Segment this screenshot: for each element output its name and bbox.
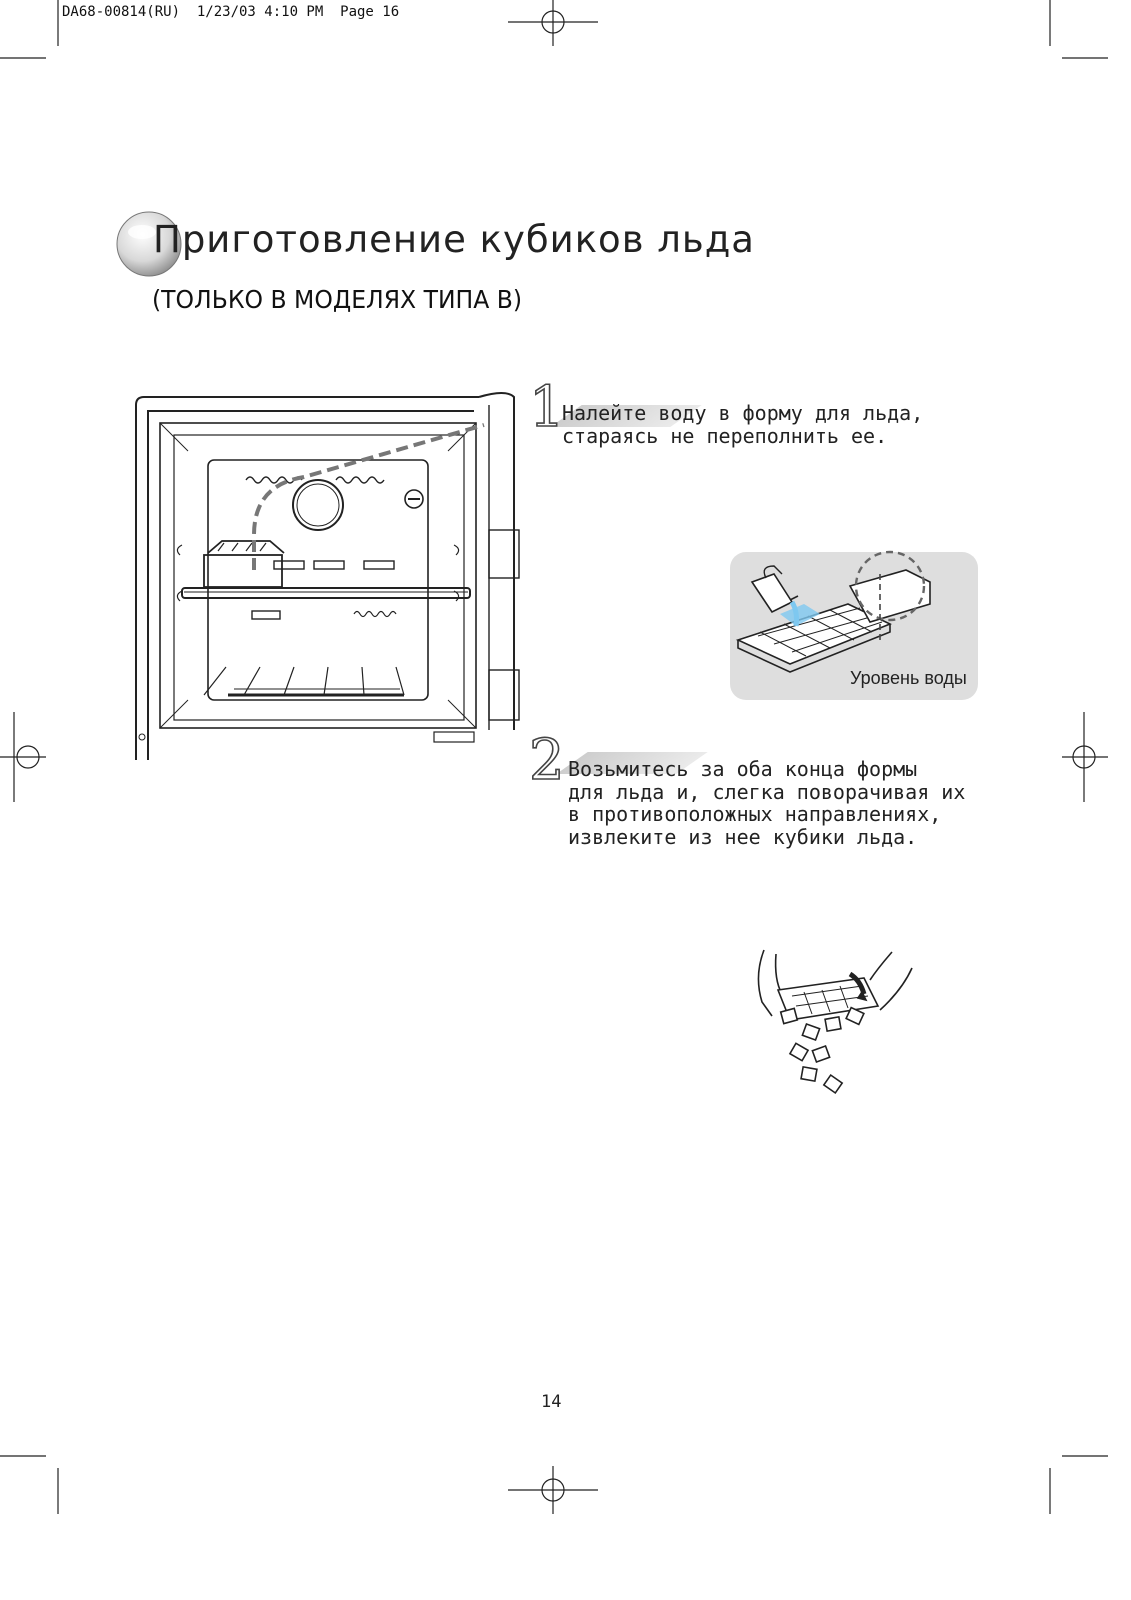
twisting-ice-tray-illustration — [752, 950, 912, 1110]
page-subtitle: (ТОЛЬКО В МОДЕЛЯХ ТИПА В) — [152, 285, 523, 314]
step-2-text: Возьмитесь за оба конца формы для льда и, слегка поворачивая их в противоположных направлениях, извлеките из нее кубики льда. — [568, 757, 966, 849]
water-level-label: Уровень воды — [850, 668, 967, 688]
page-number: 14 — [541, 1392, 562, 1412]
step-1-number: 1 — [529, 375, 565, 440]
print-slug: DA68-00814(RU) 1/23/03 4:10 PM Page 16 — [62, 4, 400, 20]
step-2-number: 2 — [529, 728, 565, 793]
step-1-text: Налейте воду в форму для льда, стараясь не переполнить ее. — [562, 401, 924, 448]
page-title: Приготовление кубиков льда — [153, 218, 755, 261]
freezer-interior-illustration — [134, 395, 534, 775]
